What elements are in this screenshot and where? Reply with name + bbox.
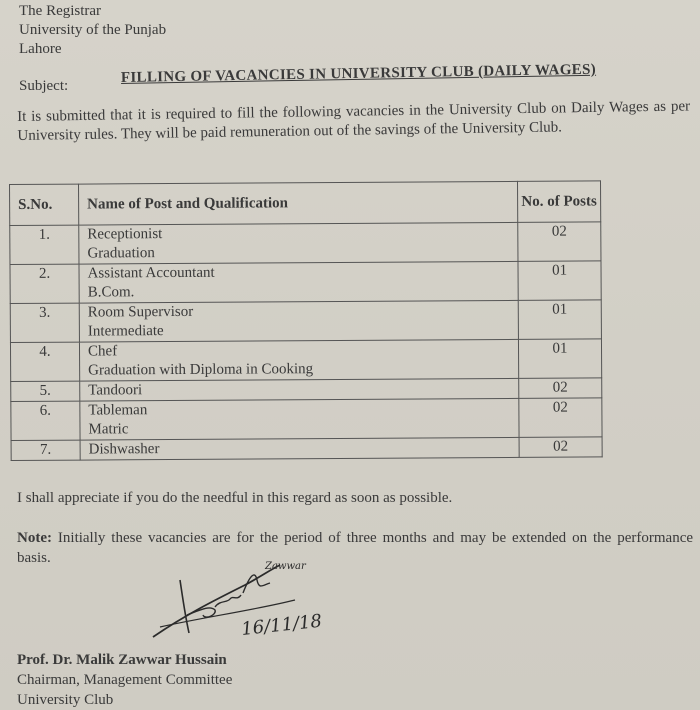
row-post: Room Supervisor [87, 303, 194, 321]
row-qualification: Graduation [87, 245, 155, 262]
vacancies-table [9, 180, 603, 461]
table-row [10, 222, 601, 265]
handwritten-signature [145, 555, 325, 655]
row-name [79, 339, 518, 381]
header-sno: S.No. [10, 184, 79, 225]
subject-text: FILLING OF VACANCIES IN UNIVERSITY CLUB (DAILY WAGES) [120, 61, 597, 86]
row-sno: 7. [11, 440, 80, 460]
row-count: 02 [519, 398, 602, 438]
row-qualification: B.Com. [87, 284, 135, 301]
row-sno: 3. [10, 303, 79, 342]
signer-block [17, 650, 232, 710]
row-post: Dishwasher [88, 441, 160, 458]
row-sno: 1. [10, 225, 79, 264]
row-name [80, 437, 519, 460]
row-post: Tableman [88, 402, 148, 419]
recipient-line-2: University of the Punjab [19, 22, 167, 38]
row-count: 01 [518, 261, 601, 301]
table-row [11, 437, 602, 461]
row-post: Assistant Accountant [87, 264, 215, 282]
row-sno: 4. [10, 342, 79, 381]
subject-label: Subject: [19, 78, 69, 94]
signature-date: 16/11/18 [240, 610, 323, 640]
row-post: Chef [87, 343, 118, 360]
row-count: 02 [519, 437, 602, 458]
signer-name: Prof. Dr. Malik Zawwar Hussain [17, 652, 227, 668]
row-qualification: Graduation with Diploma in Cooking [88, 361, 314, 379]
table-row [10, 339, 601, 382]
note-label: Note: [17, 530, 52, 546]
row-name [79, 261, 518, 303]
row-count: 01 [518, 300, 601, 340]
table-row [10, 300, 601, 343]
recipient-line-1: The Registrar [19, 3, 102, 19]
vacancies-table-wrapper [9, 180, 603, 461]
header-name: Name of Post and Qualification [79, 181, 518, 225]
row-count: 01 [518, 339, 601, 379]
signer-title: Chairman, Management Committee [17, 672, 233, 688]
header-posts: No. of Posts [517, 181, 600, 223]
recipient-line-3: Lahore [19, 41, 62, 57]
row-post: Receptionist [87, 226, 163, 243]
note-paragraph [17, 528, 693, 568]
recipient-address [19, 2, 166, 59]
table-header-row [10, 181, 601, 226]
row-qualification: Intermediate [87, 323, 164, 340]
closing-sentence: I shall appreciate if you do the needful in this regard as soon as possible. [17, 490, 453, 506]
row-count: 02 [519, 378, 602, 399]
signature-handwritten-text: Zawwar [265, 561, 306, 572]
table-row [10, 261, 601, 304]
row-post: Tandoori [88, 382, 143, 399]
row-sno: 2. [10, 264, 79, 303]
row-name [80, 378, 519, 401]
row-count: 02 [518, 222, 601, 262]
note-text: Initially these vacancies are for the period of three months and may be extended on the performance basis. [17, 530, 694, 566]
row-sno: 5. [11, 381, 80, 401]
table-row [11, 398, 602, 441]
intro-paragraph: It is submitted that it is required to fill the following vacancies in the University Club on Daily Wages as per University rules. They will be paid remuneration out of the savings of the University Club. [17, 98, 691, 144]
row-name [80, 398, 519, 440]
row-qualification: Matric [88, 421, 129, 438]
signer-org: University Club [17, 692, 114, 708]
row-sno: 6. [11, 401, 80, 440]
row-name [79, 300, 518, 342]
row-name [79, 222, 518, 264]
